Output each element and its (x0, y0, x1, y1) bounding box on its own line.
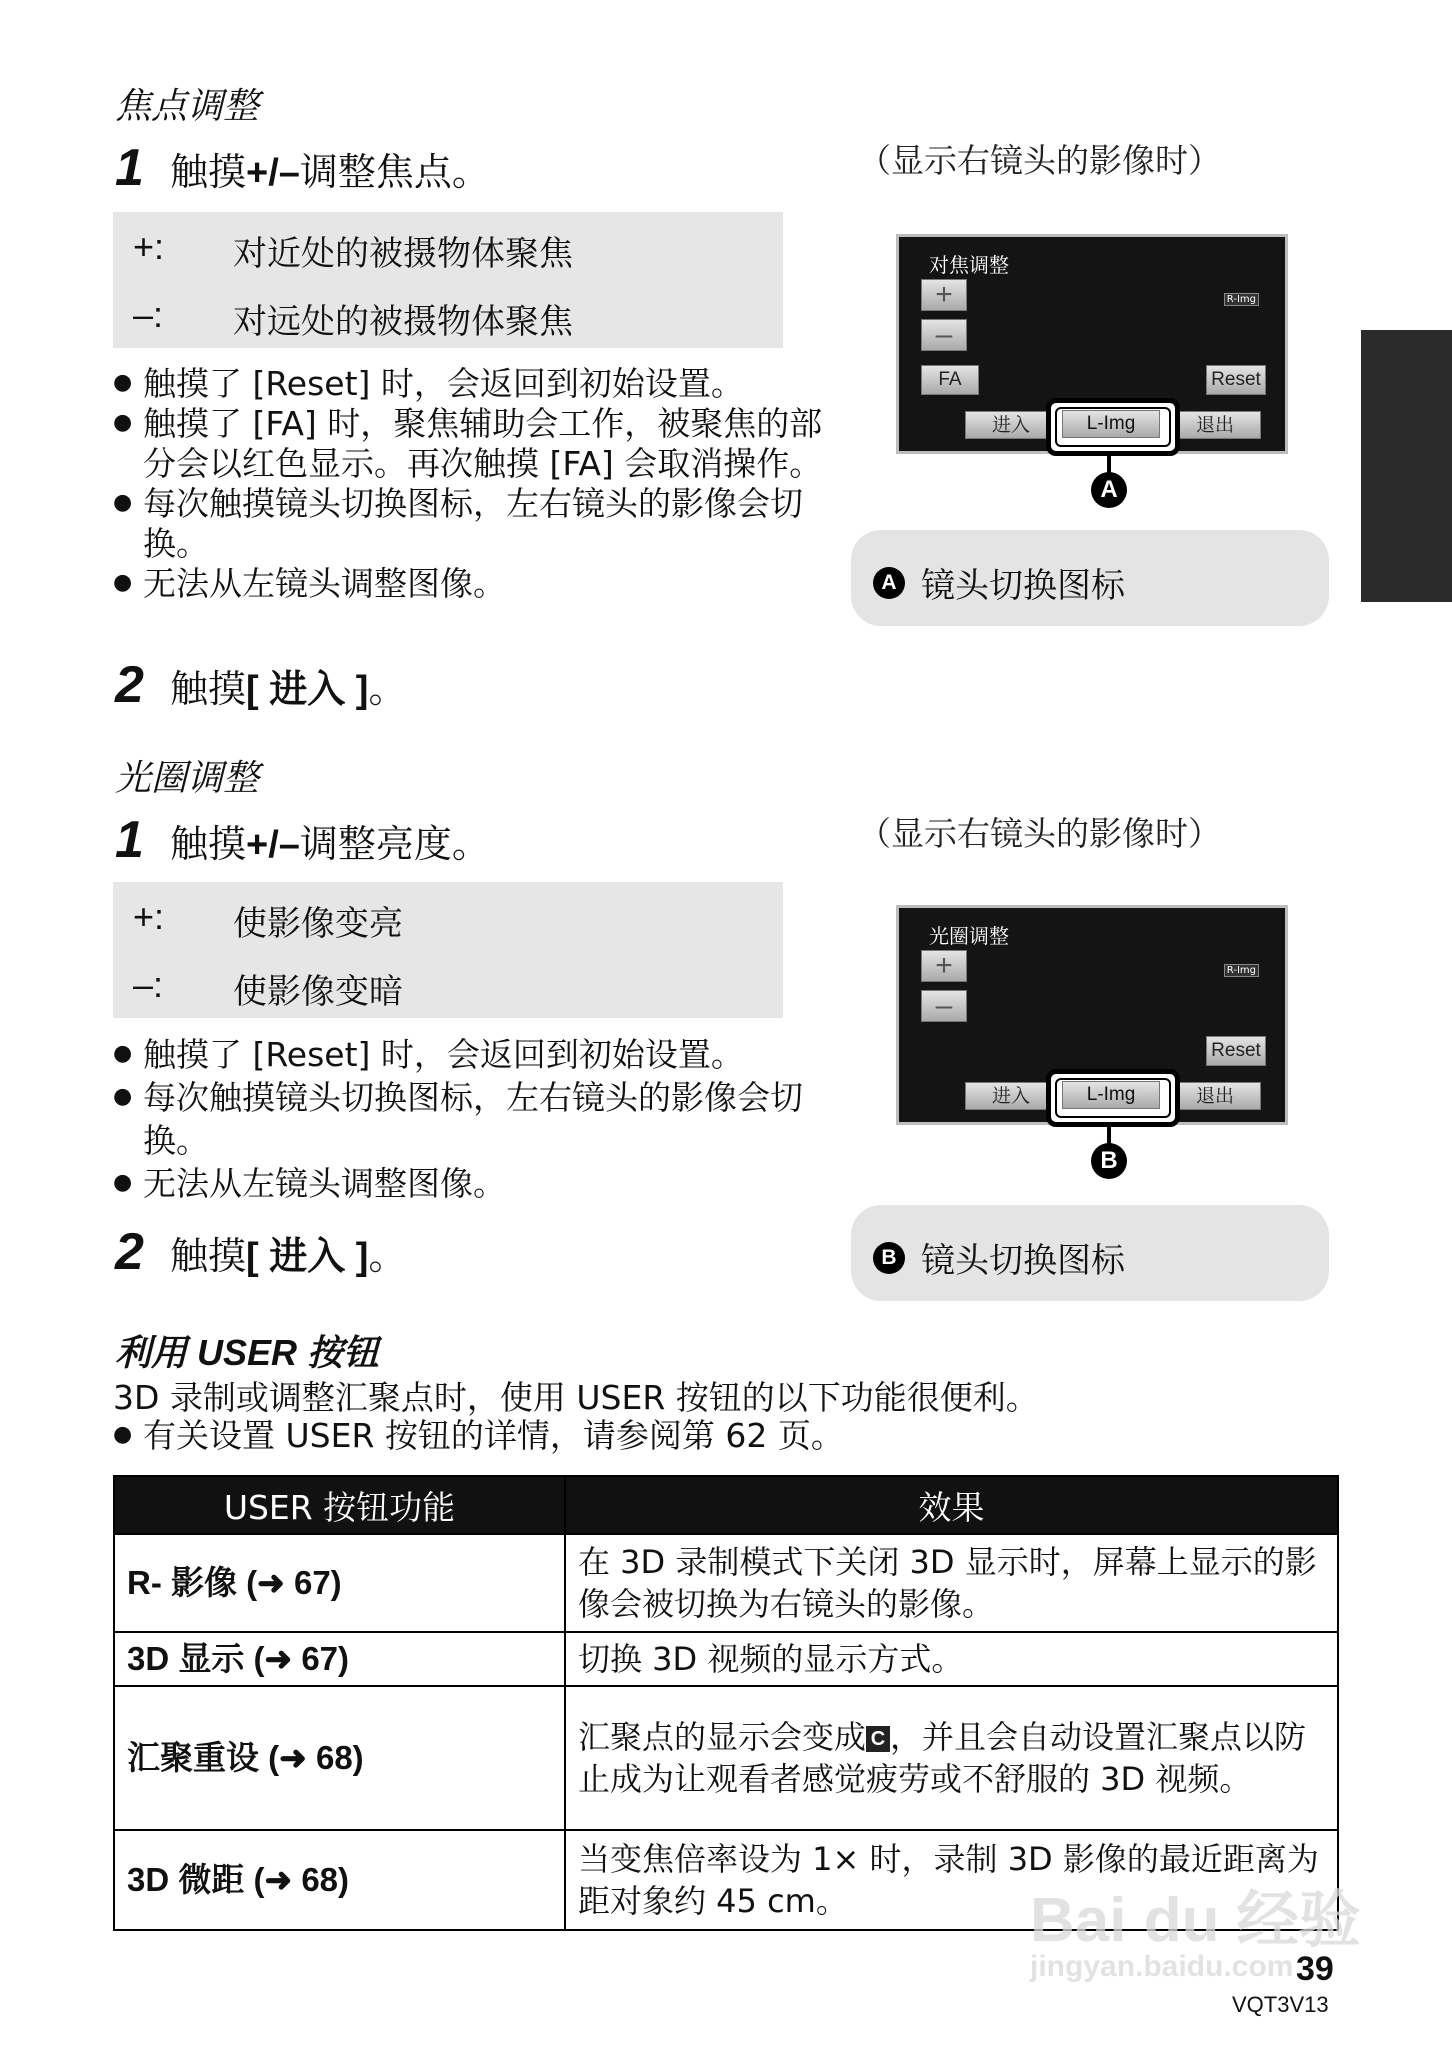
step-1-focus (115, 138, 490, 198)
focus-options-box (113, 212, 783, 348)
minus-text: 使影像变暗 (233, 972, 403, 1012)
table-header-row (114, 1476, 1338, 1534)
func-cell: 3D 微距 (➜ 68) (114, 1830, 565, 1930)
plus-symbol: +: (133, 226, 165, 267)
reset-button[interactable]: Reset (1206, 1036, 1266, 1066)
exit-button[interactable]: 退出 (1169, 411, 1261, 439)
step-2-focus (115, 655, 406, 715)
plus-button[interactable]: + (921, 279, 967, 311)
plus-button[interactable]: + (921, 950, 967, 982)
focus-notes (113, 364, 833, 604)
callout-marker: B (873, 1242, 905, 1274)
screen-title: 光圈调整 (929, 924, 1009, 948)
iris-options-box (113, 882, 783, 1018)
callout-text: 镜头切换图标 (921, 1241, 1125, 1281)
step-text-b: [ 进入 ] (246, 1236, 369, 1278)
effect-cell: 切换 3D 视频的显示方式。 (565, 1632, 1338, 1686)
l-img-button[interactable]: L-Img (1062, 1081, 1160, 1109)
user-intro: 3D 录制或调整汇聚点时，使用 USER 按钮的以下功能很便利。 (113, 1378, 1039, 1417)
page-number: 39 (1296, 1950, 1334, 1988)
plus-text: 使影像变亮 (233, 904, 403, 944)
callout-a (851, 530, 1329, 626)
bullet-item: ● 触摸了 [Reset] 时，会返回到初始设置。 (113, 1033, 833, 1076)
enter-button[interactable]: 进入 (965, 411, 1057, 439)
bullet-item: ● 触摸了 [FA] 时，聚焦辅助会工作，被聚焦的部分会以红色显示。再次触摸 [FA] 会取消操作。 (113, 404, 833, 484)
step-text-a: 触摸 (170, 150, 247, 194)
step-text-c: 。 (368, 1234, 407, 1278)
screen-note: （显示右镜头的影像时） (858, 141, 1221, 180)
user-notes (113, 1416, 1313, 1456)
watermark-url: jingyan.baidu.com (1030, 1950, 1294, 1983)
step-number: 2 (115, 1223, 144, 1281)
doc-code: VQT3V13 (1232, 1992, 1329, 2017)
callout-b (851, 1205, 1329, 1301)
step-text-c: 调整亮度。 (299, 822, 490, 866)
screen-title: 对焦调整 (929, 253, 1009, 277)
step-text-a: 触摸 (170, 1234, 247, 1278)
func-cell: 3D 显示 (➜ 67) (114, 1632, 565, 1686)
callout-content (873, 1233, 1125, 1282)
table-row (114, 1632, 1338, 1686)
chapter-tab (1361, 330, 1452, 602)
iris-notes (113, 1033, 833, 1205)
table-row (114, 1686, 1338, 1830)
minus-symbol: –: (133, 294, 164, 335)
step-number: 1 (115, 139, 144, 197)
header-effect: 效果 (565, 1476, 1338, 1534)
plus-option (133, 226, 573, 275)
minus-option (133, 964, 403, 1013)
marker-a: A (1091, 472, 1127, 508)
bullet-item: ● 每次触摸镜头切换图标，左右镜头的影像会切换。 (113, 1076, 833, 1162)
callout-marker: A (873, 567, 905, 599)
enter-button[interactable]: 进入 (965, 1082, 1057, 1110)
plus-symbol: +: (133, 896, 165, 937)
step-text-c: 。 (368, 667, 407, 711)
effect-cell: 当变焦倍率设为 1× 时，录制 3D 影像的最近距离为距对象约 45 cm。 (565, 1830, 1338, 1930)
step-text-b: +/– (246, 152, 300, 194)
fa-button[interactable]: FA (921, 365, 979, 395)
step-text-b: [ 进入 ] (246, 669, 369, 711)
minus-text: 对远处的被摄物体聚焦 (233, 302, 573, 342)
minus-button[interactable]: – (921, 990, 967, 1022)
watermark-logo: Bai du 经验 (1030, 1886, 1361, 1955)
l-img-button[interactable]: L-Img (1062, 410, 1160, 438)
header-func: USER 按钮功能 (114, 1476, 565, 1534)
bullet-item: ● 有关设置 USER 按钮的详情，请参阅第 62 页。 (113, 1416, 1313, 1456)
plus-option (133, 896, 403, 945)
effect-cell: 在 3D 录制模式下关闭 3D 显示时，屏幕上显示的影像会被切换为右镜头的影像。 (565, 1534, 1338, 1632)
table-row (114, 1534, 1338, 1632)
reset-button[interactable]: Reset (1206, 365, 1266, 395)
bullet-item: ● 触摸了 [Reset] 时，会返回到初始设置。 (113, 364, 833, 404)
step-text-b: +/– (246, 824, 300, 866)
callout-content (873, 558, 1125, 607)
step-text-a: 触摸 (170, 822, 247, 866)
section-title-iris: 光圈调整 (115, 758, 260, 799)
minus-button[interactable]: – (921, 319, 967, 351)
effect-cell (565, 1686, 1338, 1830)
step-1-iris (115, 810, 490, 870)
func-cell: 汇聚重设 (➜ 68) (114, 1686, 565, 1830)
step-number: 1 (115, 811, 144, 869)
section-title-focus: 焦点调整 (115, 86, 260, 127)
r-img-indicator: R-Img (1224, 293, 1259, 306)
step-number: 2 (115, 656, 144, 714)
step-2-iris (115, 1222, 406, 1282)
marker-b: B (1091, 1143, 1127, 1179)
bullet-item: ● 无法从左镜头调整图像。 (113, 1162, 833, 1205)
step-text-c: 调整焦点。 (299, 150, 490, 194)
bullet-item: ● 每次触摸镜头切换图标，左右镜头的影像会切换。 (113, 484, 833, 564)
exit-button[interactable]: 退出 (1169, 1082, 1261, 1110)
minus-option (133, 294, 573, 343)
convergence-c-icon: C (866, 1726, 890, 1752)
section-title-user: 利用 USER 按钮 (115, 1332, 380, 1373)
user-function-table (113, 1475, 1339, 1931)
bullet-item: ● 无法从左镜头调整图像。 (113, 564, 833, 604)
plus-text: 对近处的被摄物体聚焦 (233, 234, 573, 274)
callout-text: 镜头切换图标 (921, 566, 1125, 606)
r-img-indicator: R-Img (1224, 964, 1259, 977)
effect-text-b: ，并且会自动设置汇聚点以防止成为让观看者感觉疲劳或不舒服的 3D 视频。 (578, 1718, 1307, 1798)
func-cell: R- 影像 (➜ 67) (114, 1534, 565, 1632)
screen-note: （显示右镜头的影像时） (858, 814, 1221, 853)
minus-symbol: –: (133, 964, 164, 1005)
effect-text-a: 汇聚点的显示会变成 (578, 1718, 867, 1756)
step-text-a: 触摸 (170, 667, 247, 711)
